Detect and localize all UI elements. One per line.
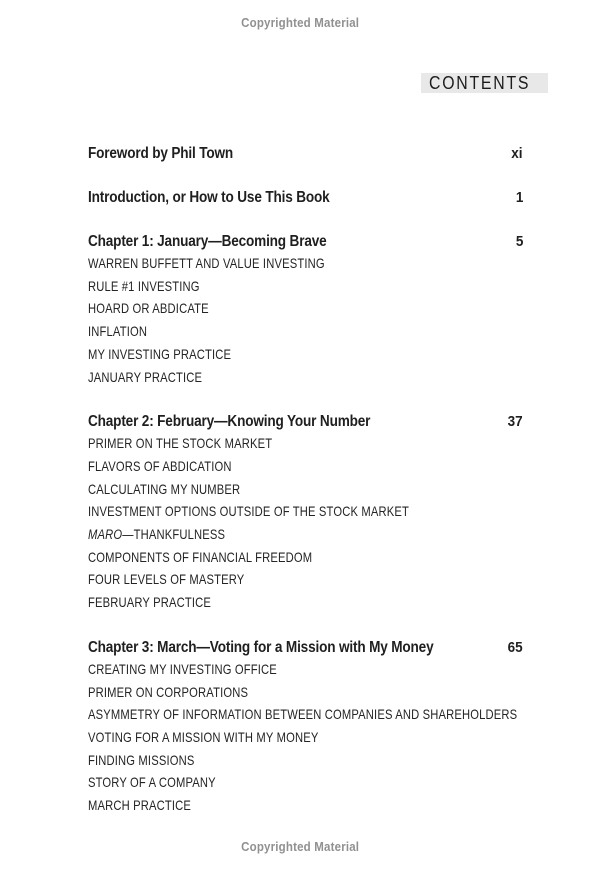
subitem-text: CREATING MY INVESTING OFFICE: [88, 660, 277, 677]
subitem-inner: [88, 275, 200, 298]
entry-page-number: 1: [515, 189, 523, 206]
subitem-text: VOTING FOR A MISSION WITH MY MONEY: [88, 728, 319, 745]
entry-subitems: [88, 432, 523, 614]
toc-subitem: [88, 523, 523, 546]
toc-subitem: [88, 703, 523, 726]
subitem-text: —THANKFULNESS: [122, 526, 226, 543]
entry-title: Chapter 1: January—Becoming Brave: [88, 233, 327, 250]
subitem-inner: [88, 455, 232, 478]
toc-entry-row: [88, 638, 523, 658]
subitem-inner: [88, 500, 409, 523]
subitem-inner: [88, 366, 202, 389]
entry-title: Foreword by Phil Town: [88, 145, 234, 162]
subitem-text: FINDING MISSIONS: [88, 751, 195, 768]
toc-entry-row: [88, 188, 523, 208]
toc-subitem: [88, 343, 523, 366]
copyright-banner-bottom: [0, 840, 600, 854]
contents-title: CONTENTS: [429, 73, 531, 93]
subitem-text: PRIMER ON CORPORATIONS: [88, 683, 249, 700]
subitem-inner: [88, 432, 272, 455]
subitem-text: PRIMER ON THE STOCK MARKET: [88, 435, 273, 452]
toc-subitem: [88, 478, 523, 501]
subitem-text: MARCH PRACTICE: [88, 797, 192, 814]
toc-subitem: [88, 681, 523, 704]
toc-entry-row: [88, 144, 523, 164]
toc: [88, 144, 523, 817]
toc-entry-row: [88, 232, 523, 252]
subitem-inner: [88, 703, 517, 726]
entry-page-number: 37: [507, 413, 523, 431]
toc-subitem: [88, 297, 523, 320]
subitem-inner: [88, 749, 194, 772]
toc-subitem: [88, 320, 523, 343]
subitem-inner: [88, 658, 277, 681]
toc-entry: [88, 412, 523, 614]
subitem-inner: [88, 478, 240, 501]
toc-entry: [88, 188, 523, 208]
subitem-text: INFLATION: [88, 323, 148, 340]
toc-entry-row: [88, 412, 523, 432]
subitem-text: RULE #1 INVESTING: [88, 277, 200, 294]
subitem-text: MY INVESTING PRACTICE: [88, 345, 232, 362]
subitem-text: JANUARY PRACTICE: [88, 368, 203, 385]
subitem-text: HOARD OR ABDICATE: [88, 300, 209, 317]
toc-subitem: [88, 726, 523, 749]
toc-subitem: [88, 275, 523, 298]
subitem-inner: [88, 523, 225, 546]
subitem-inner: [88, 568, 244, 591]
subitem-inner: [88, 343, 231, 366]
subitem-inner: [88, 771, 216, 794]
toc-subitem: [88, 455, 523, 478]
toc-entry: [88, 144, 523, 164]
toc-subitem: [88, 500, 523, 523]
entry-page-number: 5: [515, 233, 523, 250]
copyright-notice-text: Copyrighted Material: [240, 840, 360, 854]
subitem-italic-term: MARO: [88, 526, 123, 543]
subitem-text: WARREN BUFFETT AND VALUE INVESTING: [88, 255, 325, 271]
subitem-inner: [88, 252, 325, 275]
toc-subitem: [88, 591, 523, 614]
subitem-text: CALCULATING MY NUMBER: [88, 480, 241, 497]
toc-entry: [88, 638, 523, 817]
copyright-banner-top: [0, 0, 600, 30]
toc-entry: [88, 232, 523, 388]
subitem-inner: [88, 297, 209, 320]
subitem-text: FEBRUARY PRACTICE: [88, 594, 212, 611]
entry-title: Chapter 2: February—Knowing Your Number: [88, 413, 371, 431]
subitem-inner: [88, 726, 319, 749]
toc-subitem: [88, 658, 523, 681]
subitem-text: STORY OF A COMPANY: [88, 774, 216, 791]
toc-subitem: [88, 794, 523, 817]
contents-header: [0, 73, 548, 93]
subitem-inner: [88, 681, 248, 704]
subitem-text: COMPONENTS OF FINANCIAL FREEDOM: [88, 548, 313, 565]
toc-subitem: [88, 749, 523, 772]
toc-subitem: [88, 366, 523, 389]
toc-subitem: [88, 771, 523, 794]
toc-subitem: [88, 432, 523, 455]
entry-page-number: xi: [511, 145, 523, 162]
subitem-text: INVESTMENT OPTIONS OUTSIDE OF THE STOCK MARKET: [88, 503, 409, 520]
toc-subitem: [88, 546, 523, 569]
contents-label-box: [421, 73, 548, 93]
subitem-text: ASYMMETRY OF INFORMATION BETWEEN COMPANIES AND SHAREHOLDERS: [88, 706, 518, 723]
entry-page-number: 65: [507, 638, 523, 656]
entry-subitems: [88, 252, 523, 388]
subitem-text: FLAVORS OF ABDICATION: [88, 457, 232, 474]
subitem-text: FOUR LEVELS OF MASTERY: [88, 571, 245, 588]
entry-subitems: [88, 658, 523, 817]
subitem-inner: [88, 794, 191, 817]
subitem-inner: [88, 546, 312, 569]
subitem-inner: [88, 591, 211, 614]
entry-title: Chapter 3: March—Voting for a Mission with My Money: [88, 638, 434, 656]
subitem-inner: [88, 320, 147, 343]
entry-title: Introduction, or How to Use This Book: [88, 189, 330, 206]
copyright-notice-text: Copyrighted Material: [240, 16, 360, 30]
toc-subitem: [88, 568, 523, 591]
toc-subitem: [88, 252, 523, 275]
